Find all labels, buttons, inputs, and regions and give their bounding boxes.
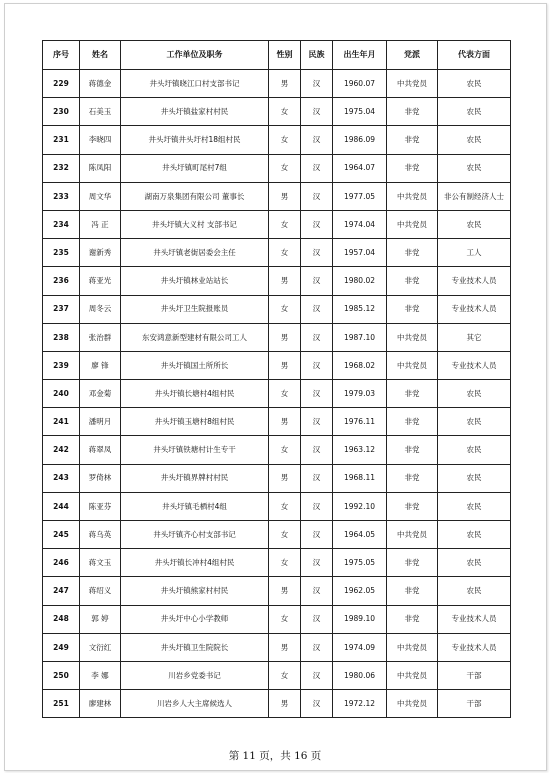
header-cell: 出生年月 bbox=[333, 41, 387, 70]
gender-cell: 男 bbox=[269, 690, 301, 718]
table-row bbox=[43, 154, 511, 182]
party-cell: 非党 bbox=[387, 436, 438, 464]
ethnicity-cell: 汉 bbox=[301, 98, 333, 126]
party-cell: 非党 bbox=[387, 549, 438, 577]
serial-number-cell: 243 bbox=[43, 464, 80, 492]
ethnicity-cell: 汉 bbox=[301, 351, 333, 379]
name-cell: 周文华 bbox=[80, 182, 121, 210]
ethnicity-cell: 汉 bbox=[301, 633, 333, 661]
ethnicity-cell: 汉 bbox=[301, 577, 333, 605]
birth-date-cell: 1975.04 bbox=[333, 98, 387, 126]
ethnicity-cell: 汉 bbox=[301, 464, 333, 492]
representation-cell: 农民 bbox=[438, 154, 511, 182]
ethnicity-cell: 汉 bbox=[301, 182, 333, 210]
ethnicity-cell: 汉 bbox=[301, 126, 333, 154]
work-unit-cell: 井头圩镇界牌村村民 bbox=[121, 464, 269, 492]
name-cell: 潘明月 bbox=[80, 408, 121, 436]
work-unit-cell: 井头圩镇铁塘村计生专干 bbox=[121, 436, 269, 464]
birth-date-cell: 1960.07 bbox=[333, 70, 387, 98]
birth-date-cell: 1964.05 bbox=[333, 521, 387, 549]
name-cell: 罗倚林 bbox=[80, 464, 121, 492]
representation-cell: 农民 bbox=[438, 436, 511, 464]
serial-number-cell: 239 bbox=[43, 351, 80, 379]
representation-cell: 专业技术人员 bbox=[438, 295, 511, 323]
birth-date-cell: 1974.04 bbox=[333, 210, 387, 238]
ethnicity-cell: 汉 bbox=[301, 492, 333, 520]
serial-number-cell: 229 bbox=[43, 70, 80, 98]
ethnicity-cell: 汉 bbox=[301, 690, 333, 718]
party-cell: 非党 bbox=[387, 380, 438, 408]
gender-cell: 女 bbox=[269, 239, 301, 267]
birth-date-cell: 1985.12 bbox=[333, 295, 387, 323]
work-unit-cell: 井头圩中心小学教师 bbox=[121, 605, 269, 633]
party-cell: 非党 bbox=[387, 492, 438, 520]
representation-cell: 专业技术人员 bbox=[438, 267, 511, 295]
gender-cell: 男 bbox=[269, 182, 301, 210]
table-row bbox=[43, 351, 511, 379]
ethnicity-cell: 汉 bbox=[301, 210, 333, 238]
table-row bbox=[43, 323, 511, 351]
gender-cell: 男 bbox=[269, 577, 301, 605]
serial-number-cell: 233 bbox=[43, 182, 80, 210]
gender-cell: 男 bbox=[269, 408, 301, 436]
header-cell: 性别 bbox=[269, 41, 301, 70]
birth-date-cell: 1957.04 bbox=[333, 239, 387, 267]
serial-number-cell: 241 bbox=[43, 408, 80, 436]
table-row bbox=[43, 492, 511, 520]
party-cell: 中共党员 bbox=[387, 521, 438, 549]
table-row bbox=[43, 521, 511, 549]
representation-cell: 农民 bbox=[438, 70, 511, 98]
party-cell: 中共党员 bbox=[387, 633, 438, 661]
gender-cell: 女 bbox=[269, 154, 301, 182]
representation-cell: 专业技术人员 bbox=[438, 605, 511, 633]
birth-date-cell: 1987.10 bbox=[333, 323, 387, 351]
gender-cell: 男 bbox=[269, 633, 301, 661]
table-row bbox=[43, 464, 511, 492]
work-unit-cell: 川岩乡党委书记 bbox=[121, 661, 269, 689]
ethnicity-cell: 汉 bbox=[301, 380, 333, 408]
serial-number-cell: 248 bbox=[43, 605, 80, 633]
table-row bbox=[43, 605, 511, 633]
serial-number-cell: 236 bbox=[43, 267, 80, 295]
birth-date-cell: 1974.09 bbox=[333, 633, 387, 661]
table-row bbox=[43, 690, 511, 718]
serial-number-cell: 235 bbox=[43, 239, 80, 267]
name-cell: 李晓四 bbox=[80, 126, 121, 154]
table-row bbox=[43, 295, 511, 323]
name-cell: 邓金菊 bbox=[80, 380, 121, 408]
serial-number-cell: 247 bbox=[43, 577, 80, 605]
birth-date-cell: 1986.09 bbox=[333, 126, 387, 154]
table-row bbox=[43, 98, 511, 126]
name-cell: 蒋德金 bbox=[80, 70, 121, 98]
birth-date-cell: 1972.12 bbox=[333, 690, 387, 718]
serial-number-cell: 242 bbox=[43, 436, 80, 464]
table-row bbox=[43, 239, 511, 267]
representation-cell: 农民 bbox=[438, 126, 511, 154]
table-row bbox=[43, 126, 511, 154]
work-unit-cell: 井头圩镇町尾村7组 bbox=[121, 154, 269, 182]
gender-cell: 男 bbox=[269, 351, 301, 379]
name-cell: 冯 正 bbox=[80, 210, 121, 238]
header-cell: 民族 bbox=[301, 41, 333, 70]
party-cell: 非党 bbox=[387, 605, 438, 633]
name-cell: 廖 锋 bbox=[80, 351, 121, 379]
representation-cell: 农民 bbox=[438, 549, 511, 577]
ethnicity-cell: 汉 bbox=[301, 521, 333, 549]
work-unit-cell: 井头圩镇大义村 支部书记 bbox=[121, 210, 269, 238]
birth-date-cell: 1977.05 bbox=[333, 182, 387, 210]
gender-cell: 男 bbox=[269, 267, 301, 295]
work-unit-cell: 井头圩镇熊家村村民 bbox=[121, 577, 269, 605]
header-cell: 代表方面 bbox=[438, 41, 511, 70]
representation-cell: 专业技术人员 bbox=[438, 351, 511, 379]
table-header-row bbox=[43, 41, 511, 70]
party-cell: 非党 bbox=[387, 154, 438, 182]
work-unit-cell: 井头圩镇长塘村4组村民 bbox=[121, 380, 269, 408]
birth-date-cell: 1968.02 bbox=[333, 351, 387, 379]
birth-date-cell: 1968.11 bbox=[333, 464, 387, 492]
ethnicity-cell: 汉 bbox=[301, 267, 333, 295]
header-cell: 工作单位及职务 bbox=[121, 41, 269, 70]
representatives-table bbox=[42, 40, 511, 718]
serial-number-cell: 237 bbox=[43, 295, 80, 323]
gender-cell: 女 bbox=[269, 661, 301, 689]
work-unit-cell: 井头圩镇长冲村4组村民 bbox=[121, 549, 269, 577]
work-unit-cell: 井头圩镇林业站站长 bbox=[121, 267, 269, 295]
representation-cell: 其它 bbox=[438, 323, 511, 351]
birth-date-cell: 1980.02 bbox=[333, 267, 387, 295]
party-cell: 中共党员 bbox=[387, 351, 438, 379]
name-cell: 蒋文玉 bbox=[80, 549, 121, 577]
party-cell: 中共党员 bbox=[387, 70, 438, 98]
ethnicity-cell: 汉 bbox=[301, 323, 333, 351]
serial-number-cell: 230 bbox=[43, 98, 80, 126]
name-cell: 谢新秀 bbox=[80, 239, 121, 267]
work-unit-cell: 湖南万泉集团有限公司 董事长 bbox=[121, 182, 269, 210]
ethnicity-cell: 汉 bbox=[301, 295, 333, 323]
header-cell: 姓名 bbox=[80, 41, 121, 70]
name-cell: 陈凤阳 bbox=[80, 154, 121, 182]
serial-number-cell: 232 bbox=[43, 154, 80, 182]
party-cell: 中共党员 bbox=[387, 323, 438, 351]
gender-cell: 女 bbox=[269, 605, 301, 633]
party-cell: 中共党员 bbox=[387, 182, 438, 210]
work-unit-cell: 井头圩镇卫生院院长 bbox=[121, 633, 269, 661]
work-unit-cell: 井头圩镇齐心村支部书记 bbox=[121, 521, 269, 549]
work-unit-cell: 井头圩镇玉塘村8组村民 bbox=[121, 408, 269, 436]
party-cell: 非党 bbox=[387, 98, 438, 126]
birth-date-cell: 1976.11 bbox=[333, 408, 387, 436]
representation-cell: 农民 bbox=[438, 577, 511, 605]
header-cell: 党派 bbox=[387, 41, 438, 70]
name-cell: 蒋亚光 bbox=[80, 267, 121, 295]
gender-cell: 女 bbox=[269, 436, 301, 464]
party-cell: 非党 bbox=[387, 126, 438, 154]
table-row bbox=[43, 267, 511, 295]
serial-number-cell: 249 bbox=[43, 633, 80, 661]
gender-cell: 女 bbox=[269, 521, 301, 549]
serial-number-cell: 234 bbox=[43, 210, 80, 238]
work-unit-cell: 川岩乡人大主席候选人 bbox=[121, 690, 269, 718]
name-cell: 张治群 bbox=[80, 323, 121, 351]
gender-cell: 女 bbox=[269, 549, 301, 577]
name-cell: 文衍红 bbox=[80, 633, 121, 661]
table-row bbox=[43, 661, 511, 689]
party-cell: 中共党员 bbox=[387, 690, 438, 718]
work-unit-cell: 井头圩镇井头圩村18组村民 bbox=[121, 126, 269, 154]
representation-cell: 干部 bbox=[438, 690, 511, 718]
party-cell: 非党 bbox=[387, 295, 438, 323]
serial-number-cell: 231 bbox=[43, 126, 80, 154]
serial-number-cell: 246 bbox=[43, 549, 80, 577]
gender-cell: 男 bbox=[269, 323, 301, 351]
gender-cell: 女 bbox=[269, 380, 301, 408]
page-number-footer: 第 11 页，共 16 页 bbox=[228, 750, 322, 762]
table-row bbox=[43, 408, 511, 436]
party-cell: 非党 bbox=[387, 267, 438, 295]
ethnicity-cell: 汉 bbox=[301, 239, 333, 267]
work-unit-cell: 井头圩镇毛栖村4组 bbox=[121, 492, 269, 520]
table-body bbox=[43, 70, 511, 718]
birth-date-cell: 1963.12 bbox=[333, 436, 387, 464]
work-unit-cell: 东安鸿意新型建材有限公司工人 bbox=[121, 323, 269, 351]
birth-date-cell: 1979.03 bbox=[333, 380, 387, 408]
header-cell: 序号 bbox=[43, 41, 80, 70]
work-unit-cell: 井头圩镇老街居委会主任 bbox=[121, 239, 269, 267]
representation-cell: 农民 bbox=[438, 210, 511, 238]
table-row bbox=[43, 577, 511, 605]
representation-cell: 非公有制经济人士 bbox=[438, 182, 511, 210]
party-cell: 中共党员 bbox=[387, 661, 438, 689]
serial-number-cell: 250 bbox=[43, 661, 80, 689]
birth-date-cell: 1992.10 bbox=[333, 492, 387, 520]
name-cell: 蒋乌英 bbox=[80, 521, 121, 549]
ethnicity-cell: 汉 bbox=[301, 549, 333, 577]
name-cell: 周冬云 bbox=[80, 295, 121, 323]
party-cell: 非党 bbox=[387, 408, 438, 436]
gender-cell: 女 bbox=[269, 492, 301, 520]
name-cell: 廖建林 bbox=[80, 690, 121, 718]
name-cell: 郭 婷 bbox=[80, 605, 121, 633]
gender-cell: 男 bbox=[269, 70, 301, 98]
ethnicity-cell: 汉 bbox=[301, 408, 333, 436]
table-row bbox=[43, 380, 511, 408]
serial-number-cell: 238 bbox=[43, 323, 80, 351]
table-row bbox=[43, 210, 511, 238]
ethnicity-cell: 汉 bbox=[301, 436, 333, 464]
gender-cell: 男 bbox=[269, 464, 301, 492]
name-cell: 陈亚芬 bbox=[80, 492, 121, 520]
birth-date-cell: 1975.05 bbox=[333, 549, 387, 577]
ethnicity-cell: 汉 bbox=[301, 70, 333, 98]
serial-number-cell: 251 bbox=[43, 690, 80, 718]
party-cell: 非党 bbox=[387, 577, 438, 605]
table-row bbox=[43, 182, 511, 210]
representation-cell: 农民 bbox=[438, 408, 511, 436]
party-cell: 中共党员 bbox=[387, 210, 438, 238]
work-unit-cell: 井头圩镇国土所所长 bbox=[121, 351, 269, 379]
representation-cell: 农民 bbox=[438, 380, 511, 408]
party-cell: 非党 bbox=[387, 239, 438, 267]
birth-date-cell: 1962.05 bbox=[333, 577, 387, 605]
serial-number-cell: 240 bbox=[43, 380, 80, 408]
name-cell: 石美玉 bbox=[80, 98, 121, 126]
work-unit-cell: 井头圩镇盐家村村民 bbox=[121, 98, 269, 126]
birth-date-cell: 1980.06 bbox=[333, 661, 387, 689]
gender-cell: 女 bbox=[269, 295, 301, 323]
work-unit-cell: 井头圩卫生院报账员 bbox=[121, 295, 269, 323]
table-row bbox=[43, 549, 511, 577]
serial-number-cell: 245 bbox=[43, 521, 80, 549]
representation-cell: 工人 bbox=[438, 239, 511, 267]
name-cell: 蒋翠凤 bbox=[80, 436, 121, 464]
representation-cell: 农民 bbox=[438, 464, 511, 492]
representation-cell: 专业技术人员 bbox=[438, 633, 511, 661]
gender-cell: 女 bbox=[269, 126, 301, 154]
ethnicity-cell: 汉 bbox=[301, 661, 333, 689]
table-row bbox=[43, 436, 511, 464]
representation-cell: 干部 bbox=[438, 661, 511, 689]
representation-cell: 农民 bbox=[438, 98, 511, 126]
ethnicity-cell: 汉 bbox=[301, 605, 333, 633]
name-cell: 李 娜 bbox=[80, 661, 121, 689]
birth-date-cell: 1989.10 bbox=[333, 605, 387, 633]
gender-cell: 女 bbox=[269, 98, 301, 126]
name-cell: 蒋绍义 bbox=[80, 577, 121, 605]
table-row bbox=[43, 70, 511, 98]
birth-date-cell: 1964.07 bbox=[333, 154, 387, 182]
ethnicity-cell: 汉 bbox=[301, 154, 333, 182]
table-row bbox=[43, 633, 511, 661]
representation-cell: 农民 bbox=[438, 492, 511, 520]
work-unit-cell: 井头圩镇晓江口村支部书记 bbox=[121, 70, 269, 98]
serial-number-cell: 244 bbox=[43, 492, 80, 520]
gender-cell: 女 bbox=[269, 210, 301, 238]
party-cell: 非党 bbox=[387, 464, 438, 492]
representation-cell: 农民 bbox=[438, 521, 511, 549]
